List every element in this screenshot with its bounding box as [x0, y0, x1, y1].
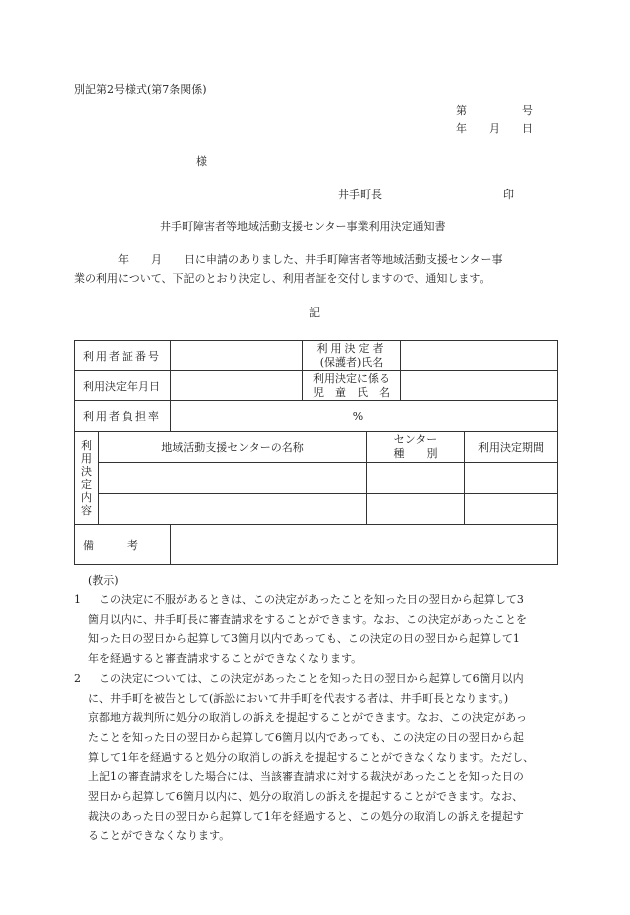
side-char: 内: [81, 491, 92, 504]
decision-date-field[interactable]: [171, 371, 303, 401]
note-line: 知った日の翌日から起算して3箇月以内であっても、この決定の日の翌日から起算して1: [88, 632, 520, 646]
period-field[interactable]: [465, 494, 558, 525]
notes-section: [74, 571, 564, 846]
note-line: 上記1の審査請求をした場合には、当該審査請求に対する裁決があったことを知った日の: [88, 770, 524, 784]
center-type-header-2: 種 別: [393, 447, 438, 460]
form-label: 別記第2号様式(第7条関係): [74, 83, 207, 96]
decision-person-label: [303, 341, 401, 371]
decision-person-field[interactable]: [401, 341, 558, 371]
center-type-field[interactable]: [367, 463, 465, 494]
note-line: 京都地方裁判所に処分の取消しの訴えを提起することができます。なお、この決定があっ: [88, 711, 528, 725]
burden-rate-field[interactable]: [171, 401, 558, 432]
side-char: 容: [81, 504, 92, 517]
center-name-header: 地域活動支援センターの名称: [99, 432, 367, 463]
note-line: に、井手町を被告として(訴訟において井手町を代表する者は、井手町長となります。): [88, 691, 509, 705]
body-line-2: 業の利用について、下記のとおり決定し、利用者証を交付しますので、通知します。: [74, 272, 491, 285]
side-char: 決: [81, 465, 92, 478]
center-name-field[interactable]: [99, 463, 367, 494]
note-line: 翌日から起算して6箇月以内に、処分の取消しの訴えを提起することができます。なお、: [88, 790, 524, 804]
center-name-field[interactable]: [99, 494, 367, 525]
note-line: 裁決のあった日の翌日から起算して1年を経過すると、この処分の取消しの訴えを提起す: [88, 809, 524, 823]
seal-mark: 印: [503, 188, 514, 201]
issuer-title: 井手町長: [338, 188, 382, 201]
child-name-label: [303, 371, 401, 401]
note-line: 箇月以内に、井手町長に審査請求をすることができます。なお、この決定があったことを: [88, 612, 528, 626]
burden-rate-label: 利用者負担率: [75, 401, 171, 432]
number-line: 第 号: [456, 104, 533, 117]
note-line: 年を経過すると審査請求することができなくなります。: [88, 652, 363, 666]
period-header: 利用決定期間: [465, 432, 558, 463]
side-char: 定: [81, 478, 92, 491]
ki-label: 記: [309, 306, 320, 319]
remarks-label: 備 考: [75, 525, 171, 565]
note-number: 1: [74, 593, 81, 606]
note-line: この決定に不服があるときは、この決定があったことを知った日の翌日から起算して3: [88, 593, 524, 606]
body-line-1: 年 月 日に申請のありました、井手町障害者等地域活動支援センター事: [74, 253, 503, 266]
child-label-1: 利用決定に係る: [313, 371, 390, 385]
decision-person-label-1: 利用決定者: [316, 341, 387, 355]
content-side-label: [75, 432, 99, 525]
note-item-1: [74, 590, 564, 669]
notes-heading: (教示): [88, 574, 119, 587]
side-char: 用: [81, 452, 92, 465]
decision-date-label: 利用決定年月日: [75, 371, 171, 401]
period-field[interactable]: [465, 463, 558, 494]
remarks-field[interactable]: [171, 525, 558, 565]
note-number: 2: [74, 671, 81, 685]
document-title: 井手町障害者等地域活動支援センター事業利用決定通知書: [160, 220, 446, 233]
decision-person-label-2: (保護者)氏名: [319, 355, 384, 369]
cert-number-field[interactable]: [171, 341, 303, 371]
note-line: 算して1年を経過すると処分の取消しの訴えを提起することができなくなります。ただし、: [88, 750, 535, 764]
note-line: たことを知った日の翌日から起算して6箇月以内であっても、この決定の日の翌日から起: [88, 730, 524, 744]
center-type-field[interactable]: [367, 494, 465, 525]
date-line: 年 月 日: [456, 122, 533, 135]
child-label-2: 児 童 氏 名: [313, 385, 390, 399]
decision-form-table: [74, 340, 558, 565]
side-char: 利: [81, 439, 92, 452]
cert-number-label: 利用者証番号: [75, 341, 171, 371]
center-type-header-1: センター: [393, 433, 438, 446]
addressee-suffix: 様: [196, 155, 207, 168]
center-type-header: [367, 432, 465, 463]
note-item-2: [74, 669, 564, 846]
child-name-field[interactable]: [401, 371, 558, 401]
note-line: ることができなくなります。: [88, 829, 231, 843]
note-line: この決定については、この決定があったことを知った日の翌日から起算して6箇月以内: [88, 671, 524, 685]
percent-sign: %: [352, 409, 364, 423]
